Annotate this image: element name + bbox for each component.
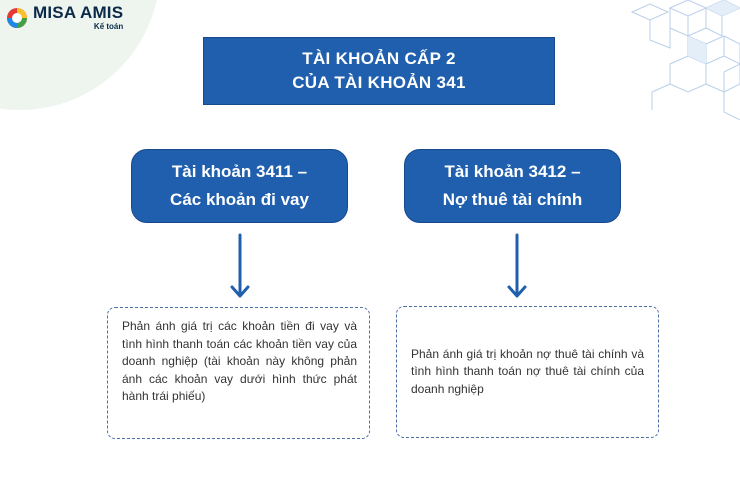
misa-logo-icon: [6, 7, 28, 29]
diagram-title: [203, 37, 555, 105]
brand-subtitle: Kế toán: [93, 22, 124, 31]
title-line-1: TÀI KHOẢN CẤP 2: [302, 49, 456, 68]
account-3411-line-1: Tài khoản 3411 –: [171, 162, 308, 181]
account-3411-box: [131, 149, 348, 223]
arrow-down-icon: [230, 233, 250, 299]
account-3412-description-text: Phản ánh giá trị khoản nợ thuê tài chính và tình hình thanh toán nợ thuê tài chính của doanh nghiệp: [411, 346, 644, 396]
account-3412-line-2: Nợ thuê tài chính: [442, 190, 583, 209]
account-3412-line-1: Tài khoản 3412 –: [444, 162, 581, 181]
account-3411-description: [107, 307, 370, 439]
account-3412-description: [396, 306, 659, 438]
arrow-down-icon: [507, 233, 527, 299]
account-3412-box: [404, 149, 621, 223]
brand-logo: [6, 4, 123, 31]
account-3411-line-2: Các khoản đi vay: [170, 190, 309, 209]
account-3411-description-text: Phản ánh giá trị các khoản tiền đi vay và tình hình thanh toán các khoản tiền vay của doanh nghiệp (tài khoản này không phản ánh các khoản vay dưới hình thức phát hành trái phiếu): [122, 319, 357, 403]
brand-name: MISA AMIS: [33, 3, 124, 22]
decorative-cubes: [630, 0, 740, 120]
title-line-2: CỦA TÀI KHOẢN 341: [292, 73, 466, 92]
